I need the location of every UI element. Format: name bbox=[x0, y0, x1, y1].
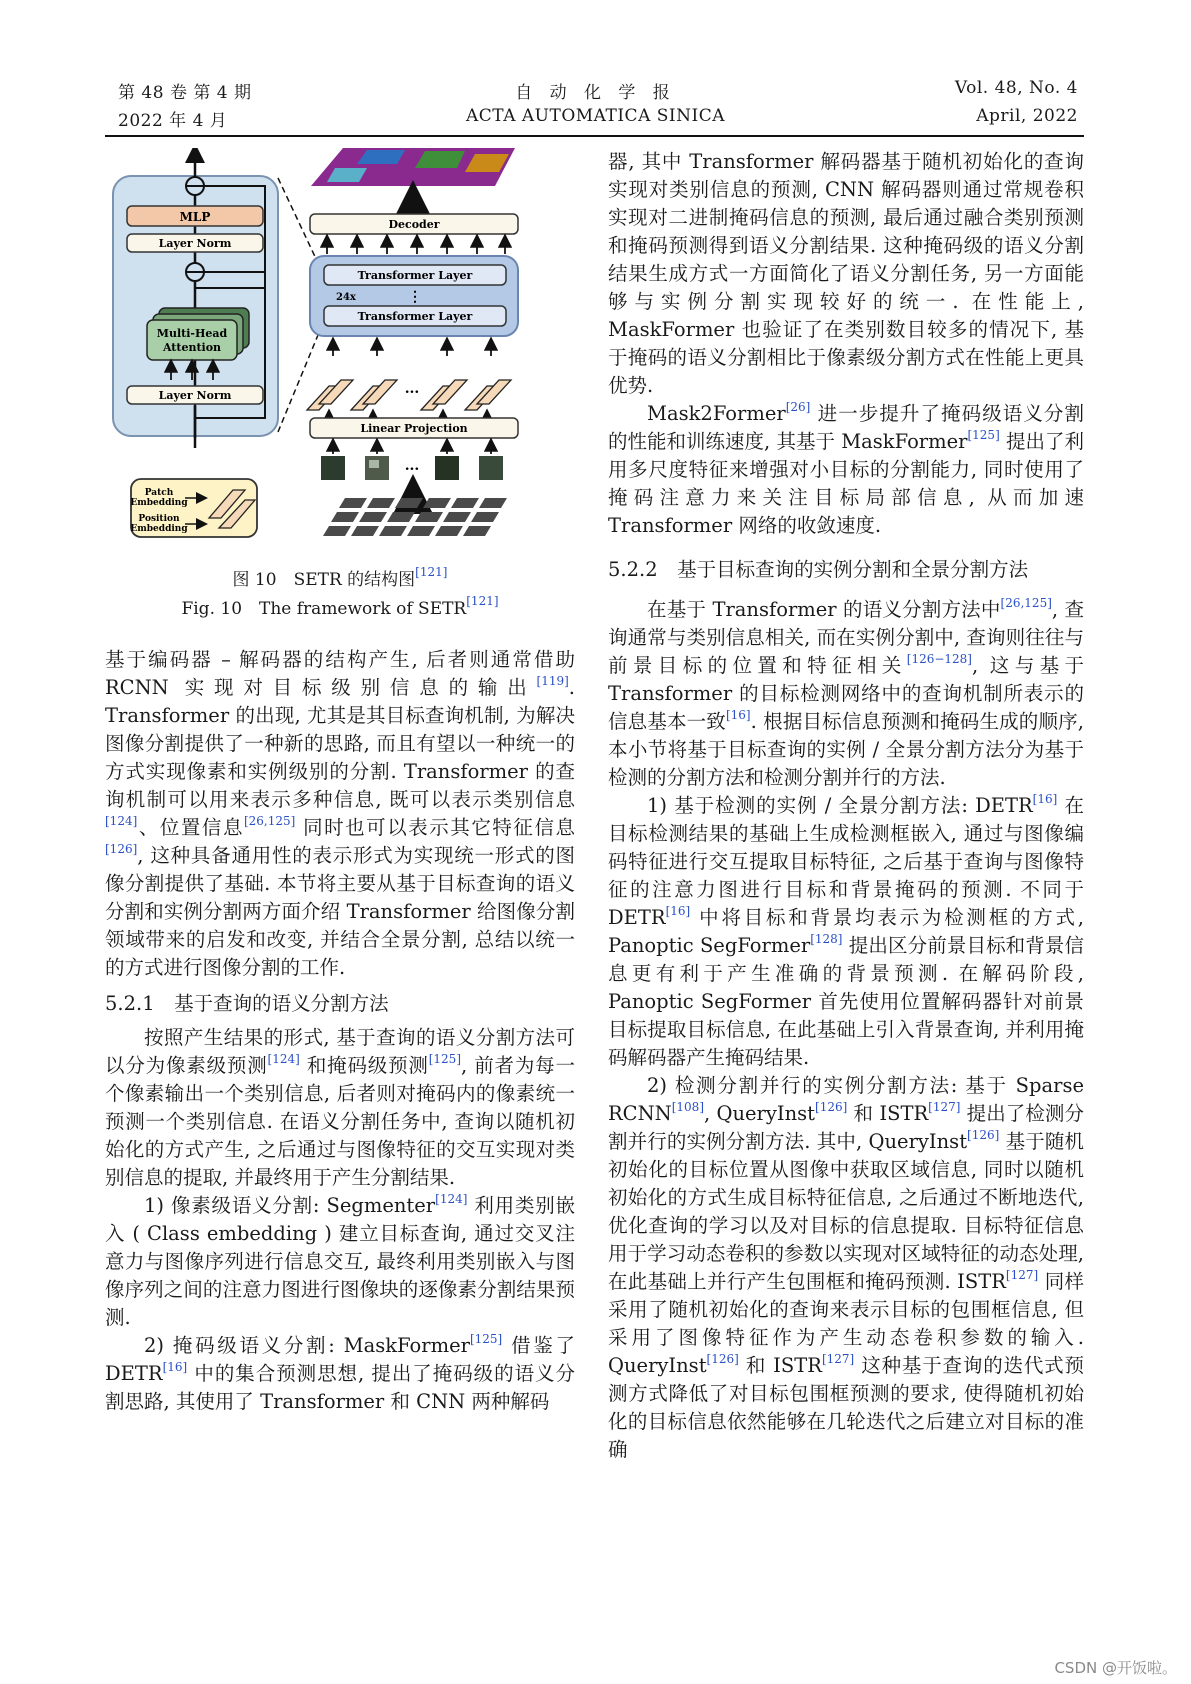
journal-volume: Vol. 48, No. 4 bbox=[954, 78, 1078, 98]
journal-issue: 第 48 卷 第 4 期 bbox=[118, 83, 252, 103]
journal-name-cn: 自 动 化 学 报 bbox=[515, 83, 676, 103]
right-paragraph-4: 1) 基于检测的实例 / 全景分割方法: DETR[16] 在目标检测结果的基础上生成检测框嵌入, 通过与图像编码特征进行交互提取目标特征, 之后基于查询与图像特征的注意力图进行目标和背景掩码的预测. 不同于 DETR[16] 中将目标和背景均表示为检测框的方式, Panoptic SegFormer[128] 提出区分前景目标和背景信息更有利于产生准确的背景预测. 在解码阶段, Panoptic SegFormer 首先使用位置解码器针对前景目标提取目标信息, 在此基础上引入背景查询, 并利用掩码解码器产生掩码结果. bbox=[608, 792, 1084, 1069]
repeat-label: 24x bbox=[336, 292, 356, 303]
layer-norm-top-label: Layer Norm bbox=[158, 237, 232, 250]
input-image-grid bbox=[323, 498, 507, 536]
right-paragraph-5: 2) 检测分割并行的实例分割方法: 基于 Sparse RCNN[108], QueryInst[126] 和 ISTR[127] 提出了检测分割并行的实例分割方法. 其中, QueryInst[126] 基于随机初始化的目标位置从图像中获取区域信息, 同时以随机初始化的方式生成目标特征信息, 之后通过不断地迭代, 优化查询的学习以及对目标的信息提取. 目标特征信息用于学习动态卷积的参数以实现对区域特征的动态处理, 在此基础上并行产生包围框和掩码预测. ISTR[127] 同样采用了随机初始化的查询来表示目标的包围框信息, 但采用了图像特征作为产生动态卷积参数的输入. QueryInst[126] 和 ISTR[127] 这种基于查询的迭代式预测方式降低了对目标包围框预测的要求, 使得随机初始化的目标信息依然能够在几轮迭代之后建立对目标的准确 bbox=[608, 1074, 1084, 1461]
figure-caption-cn: 图 10 SETR 的结构图[121] bbox=[232, 565, 448, 590]
mha-label-line1: Multi-Head bbox=[156, 327, 228, 340]
left-paragraph-4: 2) 掩码级语义分割: MaskFormer[125] 借鉴了 DETR[16] 中的集合预测思想, 提出了掩码级的语义分割思路, 其使用了 Transformer 和 CNN 两种解码 bbox=[105, 1332, 575, 1413]
mha-label-line2: Attention bbox=[162, 341, 222, 354]
right-paragraph-3: 在基于 Transformer 的语义分割方法中[26,125], 查询通常与类别信息相关, 而在实例分割中, 查询则往往与前景目标的位置和特征相关[126−128], 这与基于 Transformer 的目标检测网络中的查询机制所表示的信息基本一致[16]. 根据目标信息预测和掩码生成的顺序, 本小节将基于目标查询的实例 / 全景分割方法分为基于检测的分割方法和检测分割并行的方法. bbox=[608, 596, 1084, 789]
journal-month: April, 2022 bbox=[976, 106, 1078, 126]
decoder-label: Decoder bbox=[388, 218, 440, 231]
section-heading-521: 5.2.1 基于查询的语义分割方法 bbox=[105, 992, 389, 1015]
header-rule bbox=[105, 135, 1084, 137]
figure-caption-en: Fig. 10 The framework of SETR[121] bbox=[181, 594, 499, 619]
multi-head-attention-box bbox=[147, 320, 237, 360]
left-paragraph-3: 1) 像素级语义分割: Segmenter[124] 利用类别嵌入 ( Class embedding ) 建立目标查询, 通过交叉注意力与图像序列进行信息交互, 最终利用类别嵌入与图像序列之间的注意力图进行图像块的逐像素分割结果预测. bbox=[105, 1192, 575, 1329]
legend-patch-2: Embedding bbox=[130, 498, 188, 508]
right-paragraph-2: Mask2Former[26] 进一步提升了掩码级语义分割的性能和训练速度, 其基于 MaskFormer[125] 提出了利用多尺度特征来增强对小目标的分割能力, 同时使用了掩码注意力来关注目标局部信息, 从而加速 Transformer 网络的收敛速度. bbox=[608, 400, 1084, 537]
left-column bbox=[105, 646, 575, 1416]
svg-text:⋮: ⋮ bbox=[408, 289, 422, 305]
linear-projection-label: Linear Projection bbox=[360, 422, 468, 435]
journal-name-en: ACTA AUTOMATICA SINICA bbox=[466, 106, 725, 126]
setr-figure bbox=[105, 148, 575, 588]
legend-patch-1: Patch bbox=[144, 488, 174, 498]
transformer-layer-bottom-label: Transformer Layer bbox=[357, 310, 473, 323]
svg-text:...: ... bbox=[404, 458, 420, 474]
right-column bbox=[608, 148, 1084, 1464]
journal-date: 2022 年 4 月 bbox=[118, 111, 228, 131]
legend-pos-2: Embedding bbox=[130, 524, 188, 534]
right-paragraph-1: 器, 其中 Transformer 解码器基于随机初始化的查询实现对类别信息的预测, CNN 解码器则通过常规卷积实现对二进制掩码信息的预测, 最后通过融合类别预测和掩码预测得到语义分割结果. 这种掩码级的语义分割结果生成方式一方面简化了语义分割任务, 另一方面能够与实例分割实现较好的统一. 在性能上, MaskFormer 也验证了在类别数目较多的情况下, 基于掩码的语义分割相比于像素级分割方式在性能上更具优势. bbox=[608, 150, 1084, 397]
token-ellipsis: ... bbox=[404, 381, 420, 397]
layer-norm-bottom-label: Layer Norm bbox=[158, 389, 232, 402]
watermark: CSDN @开饭啦。 bbox=[1054, 1659, 1177, 1677]
mlp-label: MLP bbox=[179, 210, 211, 224]
legend-pos-1: Position bbox=[138, 514, 180, 524]
left-paragraph-2: 按照产生结果的形式, 基于查询的语义分割方法可以分为像素级预测[124] 和掩码级预测[125], 前者为每一个像素输出一个类别信息, 后者则对掩码内的像素统一预测一个类别信息. 在语义分割任务中, 查询以随机初始化的方式产生, 之后通过与图像特征的交互实现对类别信息的提取, 并最终用于产生分割结果. bbox=[105, 1026, 575, 1189]
transformer-layer-top-label: Transformer Layer bbox=[357, 269, 473, 282]
left-paragraph-1: 基于编码器 – 解码器的结构产生, 后者则通常借助 RCNN 实现对目标级别信息的输出[119]. Transformer 的出现, 尤其是其目标查询机制, 为解决图像分割提供了一种新的思路, 而且有望以一种统一的方式实现像素和实例级别的分割. Transformer 的查询机制可以用来表示多种信息, 既可以表示类别信息[124]、位置信息[26,125] 同时也可以表示其它特征信息[126], 这种具备通用性的表示形式为实现统一形式的图像分割提供了基础. 本节将主要从基于目标查询的语义分割和实例分割两方面介绍 Transformer 给图像分割领域带来的启发和改变, 并结合全景分割, 总结以统一的方式进行图像分割的工作. bbox=[105, 648, 575, 979]
section-heading-522: 5.2.2 基于目标查询的实例分割和全景分割方法 bbox=[608, 558, 1029, 581]
